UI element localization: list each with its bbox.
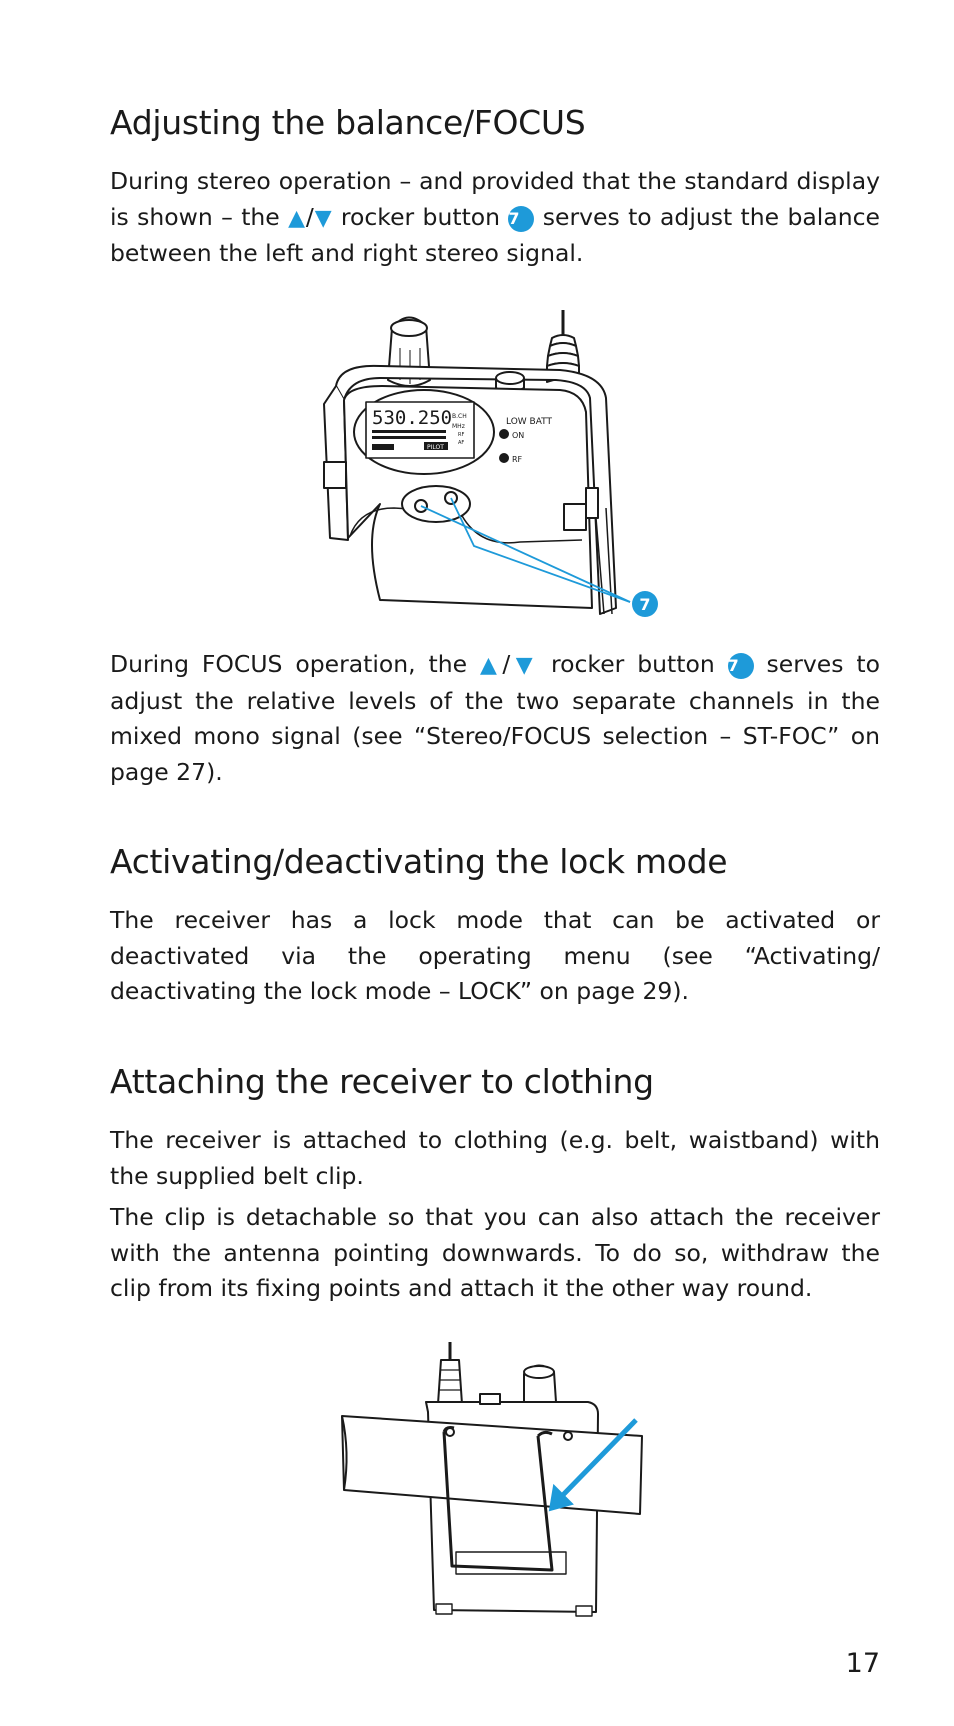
rf-led-label: RF xyxy=(512,455,523,464)
arrow-down-icon: ▼ xyxy=(510,653,539,678)
paragraph-clip-detachable: The clip is detachable so that you can also attach the receiver with the antenna pointing downwards. To do so, withdraw the clip from its fixing points and attach it the other way round. xyxy=(110,1203,880,1302)
arrow-down-icon: ▼ xyxy=(313,205,333,231)
figure-receiver-front xyxy=(320,308,670,626)
callout-7-badge: 7 xyxy=(508,206,534,232)
heading-balance-focus: Adjusting the balance/FOCUS xyxy=(110,103,586,142)
heading-attach-clothing: Attaching the receiver to clothing xyxy=(110,1062,654,1101)
text-run: / xyxy=(305,202,314,231)
text-run: / xyxy=(502,650,511,678)
display-frequency-text: 530.250 xyxy=(372,407,453,429)
paragraph-stereo-balance xyxy=(110,164,880,272)
paragraph-focus-operation xyxy=(110,647,880,790)
arrow-up-icon: ▲ xyxy=(480,653,503,678)
arrow-up-icon: ▲ xyxy=(288,205,306,231)
heading-lock-mode: Activating/deactivating the lock mode xyxy=(110,842,728,881)
paragraph-lock-mode: The receiver has a lock mode that can be activated or deactivated via the operating menu (see “Activating/ deactivating the lock mode – LOCK” on page 29). xyxy=(110,906,880,1005)
page-number: 17 xyxy=(845,1648,880,1679)
callout-7-badge: 7 xyxy=(728,653,754,679)
text-run: During FOCUS operation, the xyxy=(110,650,481,678)
display-pilot-label: PILOT xyxy=(427,444,444,451)
text-run: serves to adjust the relative levels of the two separate channels in the mixed mono signal (see “Stereo/FOCUS selection – ST-FOC” on page 27). xyxy=(110,650,881,786)
display-rf-label: RF xyxy=(458,432,465,438)
svg-text:B.CH: B.CH xyxy=(452,413,467,420)
on-label: ON xyxy=(512,431,525,440)
low-batt-label: LOW BATT xyxy=(506,417,553,427)
callout-7-label: 7 xyxy=(639,595,651,614)
text-run: rocker button xyxy=(332,202,509,231)
display-unit-label: MHz xyxy=(452,423,465,430)
text-run: rocker button xyxy=(538,650,728,678)
figure-belt-clip xyxy=(340,1340,650,1630)
display-af-label: AF xyxy=(458,440,465,446)
text-run: During stereo operation – and provided that the standard display is shown – the xyxy=(110,167,880,231)
paragraph-belt-clip: The receiver is attached to clothing (e.g. belt, waistband) with the supplied belt clip. xyxy=(110,1126,880,1190)
text-run: serves to adjust the balance between the left and right stereo signal. xyxy=(110,202,880,267)
